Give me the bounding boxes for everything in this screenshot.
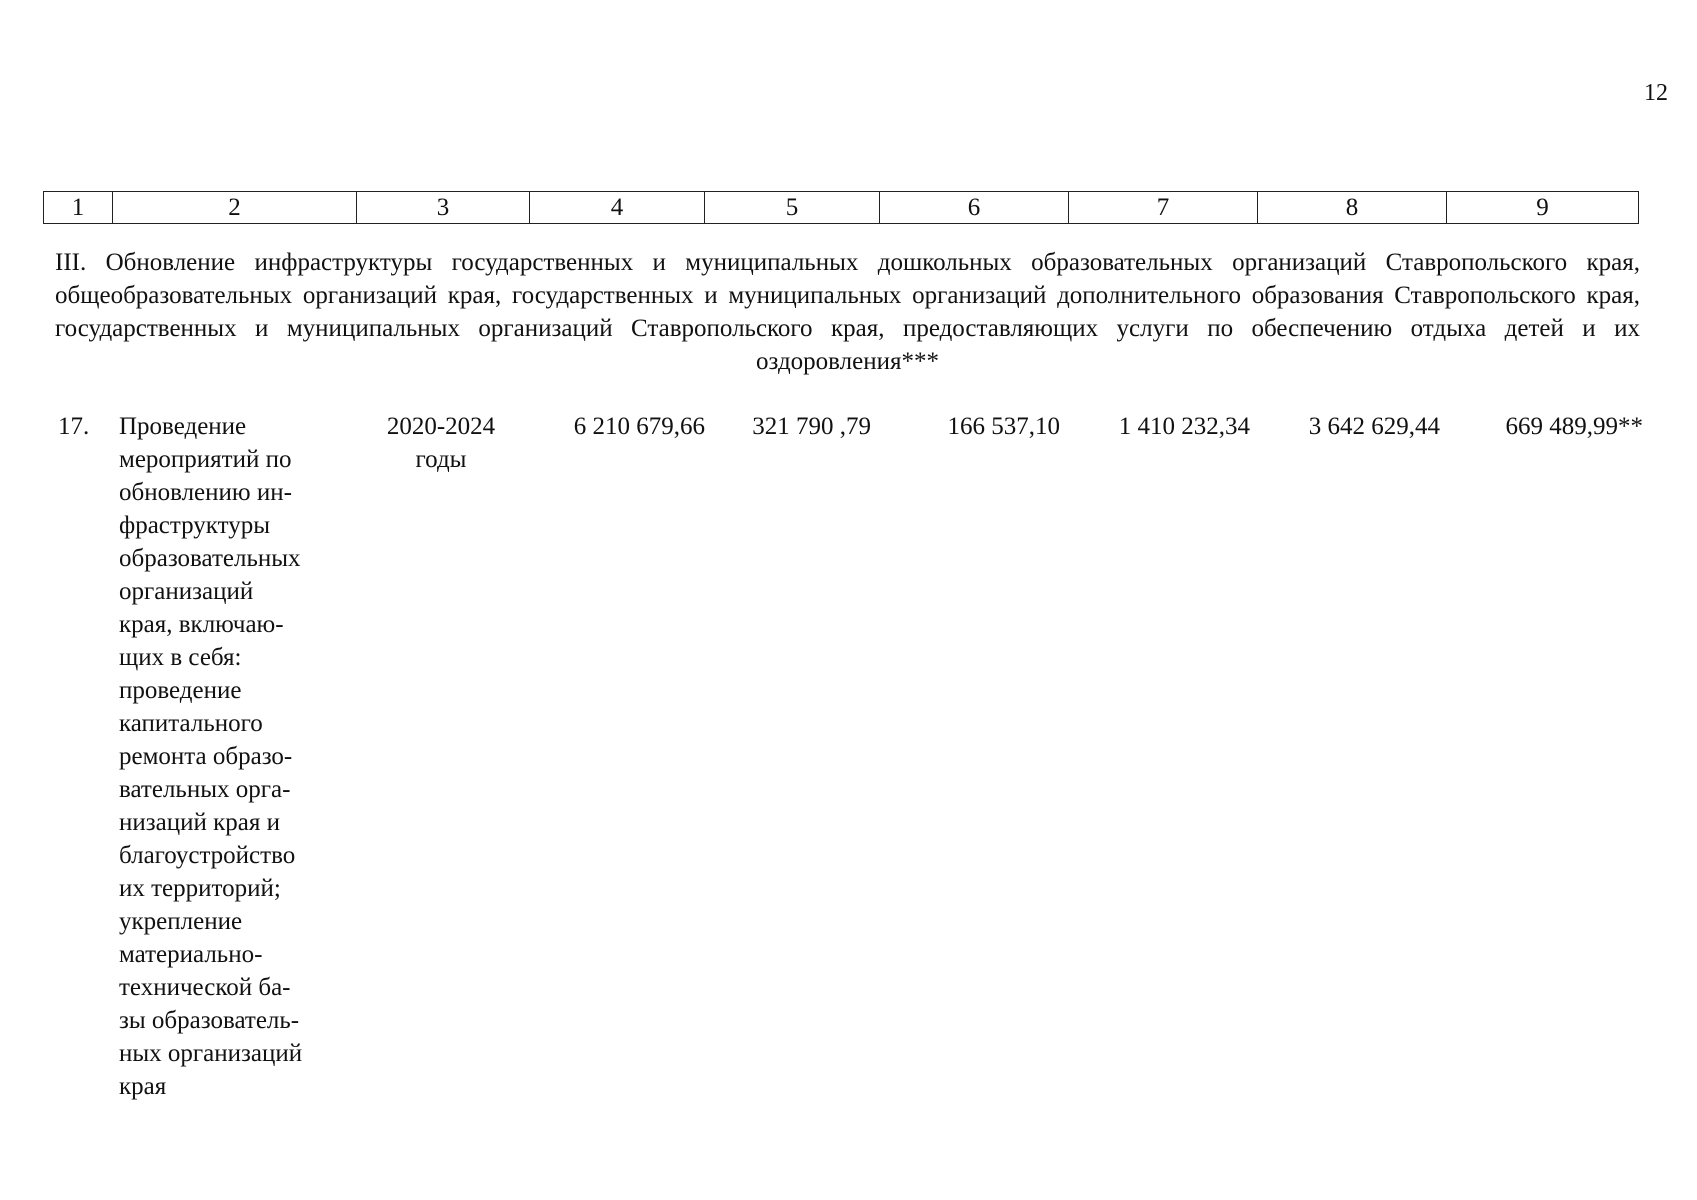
column-number-6: 6 — [880, 192, 1069, 224]
column-number-4: 4 — [530, 192, 705, 224]
column-number-7: 7 — [1069, 192, 1258, 224]
description-line: низаций края и — [119, 809, 280, 836]
period-unit: годы — [415, 446, 467, 473]
section-heading: III. Обновление инфраструктуры государственных и муниципальных дошкольных образовательных организаций Ставропольского края, общеобразовательных организаций края, государственных и муниципальных организаций дополнительного образования Ставропольского края, государственных и муниципальных организаций Ставропольского края, предоставляющих услуги по обеспечению отдыха детей и их оздоровления*** — [55, 249, 1640, 375]
description-line: щих в себя: — [119, 644, 242, 671]
description-line: края — [119, 1073, 167, 1100]
column-number-5: 5 — [705, 192, 880, 224]
description-line: ремонта образо- — [119, 743, 293, 770]
column-number-3: 3 — [357, 192, 530, 224]
description-line: зы образователь- — [119, 1007, 300, 1034]
description-line: края, включаю- — [119, 611, 284, 638]
column-number-2: 2 — [113, 192, 357, 224]
description-line: образовательных — [119, 545, 301, 572]
description-line: обновлению ин- — [119, 479, 292, 506]
row-description — [119, 410, 338, 1103]
cell-col9: 669 489,99** — [1505, 413, 1643, 440]
description-line: мероприятий по — [119, 446, 292, 473]
cell-col6: 166 537,10 — [947, 413, 1060, 440]
description-line: укрепление — [119, 908, 243, 935]
description-line: организаций — [119, 578, 254, 605]
description-line: благоустройство — [119, 842, 296, 869]
description-line: технической ба- — [119, 974, 291, 1001]
row-period — [366, 410, 516, 476]
description-line: их территорий; — [119, 875, 281, 902]
column-number-1: 1 — [44, 192, 113, 224]
cell-col7: 1 410 232,34 — [1118, 413, 1250, 440]
column-number-row — [44, 192, 1639, 224]
description-line: материально- — [119, 941, 263, 968]
description-line: ных организаций — [119, 1040, 303, 1067]
description-line: фраструктуры — [119, 512, 271, 539]
period-years: 2020-2024 — [386, 413, 496, 440]
page-number: 12 — [1644, 80, 1668, 106]
cell-col5: 321 790 ,79 — [752, 413, 871, 440]
column-number-9: 9 — [1447, 192, 1639, 224]
cell-col4: 6 210 679,66 — [573, 413, 705, 440]
description-line: вательных орга- — [119, 776, 291, 803]
description-line: проведение — [119, 677, 242, 704]
column-number-8: 8 — [1258, 192, 1447, 224]
column-number-header — [43, 191, 1639, 224]
cell-col8: 3 642 629,44 — [1308, 413, 1440, 440]
description-line: Проведение — [119, 413, 247, 440]
description-line: капитального — [119, 710, 263, 737]
row-number: 17. — [58, 413, 90, 440]
